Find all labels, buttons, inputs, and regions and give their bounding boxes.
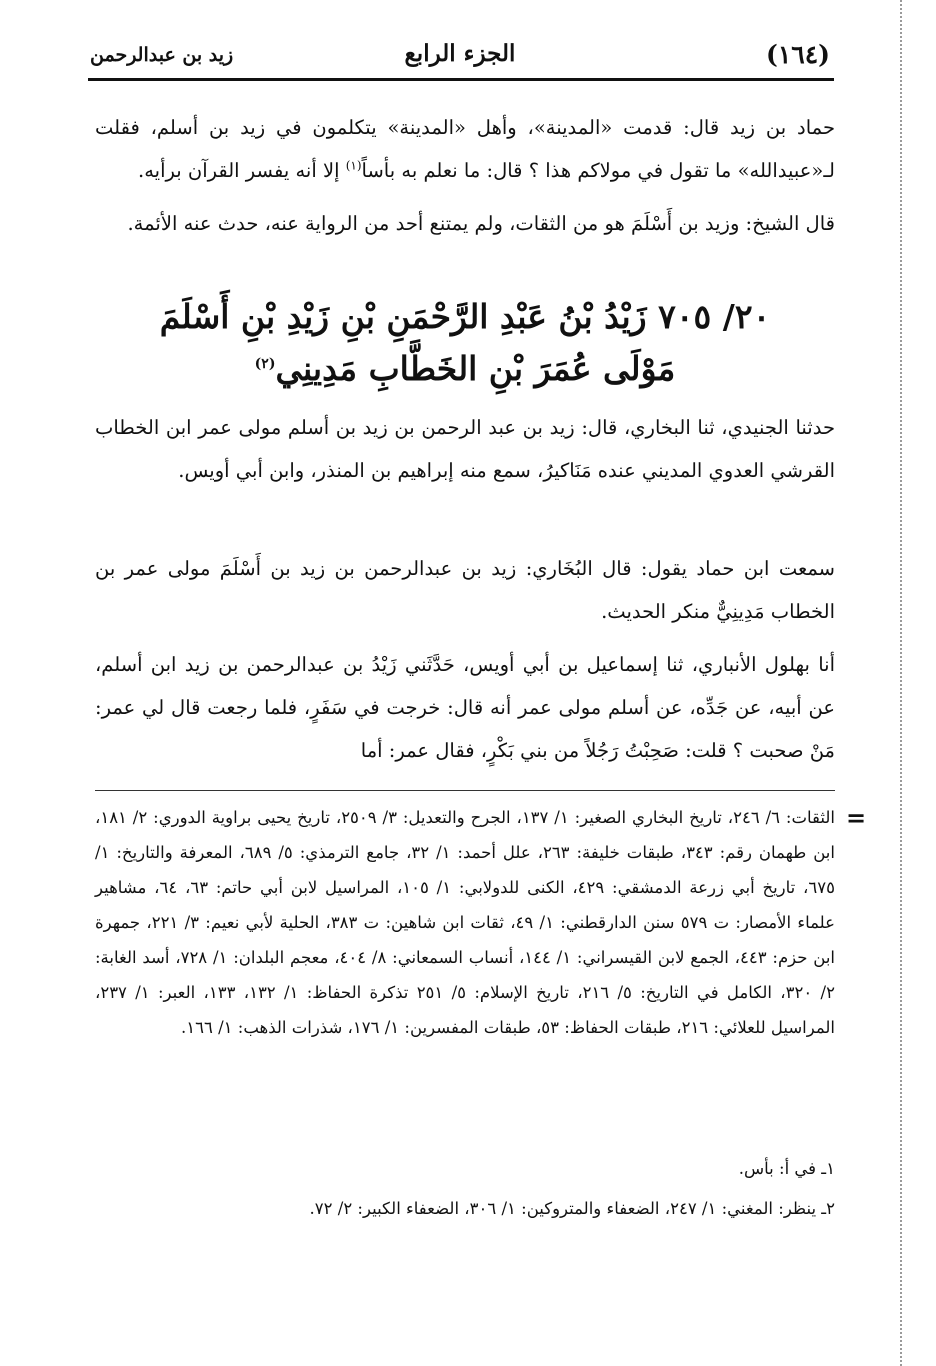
header-volume-title: الجزء الرابع xyxy=(404,40,516,67)
running-header xyxy=(90,36,830,76)
header-rule xyxy=(88,78,834,81)
paragraph-hammad xyxy=(95,106,835,192)
paragraph-junaidi: حدثنا الجنيدي، ثنا البخاري، قال: زيد بن عبد الرحمن بن زيد بن أسلم مولى عمر ابن الخطاب القرشي العدوي المديني عنده مَنَاكيرُ، سمع منه إبراهيم بن المنذر، وابن أبي أويس. xyxy=(95,416,835,482)
header-entry-name: زيد بن عبدالرحمن xyxy=(90,44,234,66)
page-number: (١٦٤) xyxy=(766,40,830,69)
footnote-ref-2: (٢) xyxy=(254,356,276,372)
footnote-continued-sources: الثقات: ٦/ ٢٤٦، تاريخ البخاري الصغير: ١/ ١٣٧، الجرح والتعديل: ٣/ ٢٥٠٩، تاريخ يحيى براوية الدوري: ٢/ ١٨١، ابن طهمان رقم: ٣٤٣، طبقات خليفة: ٢٦٣، علل أحمد: ١/ ٣٢، جامع الترمذي: ٥/ ٦٨٩، المعرفة والتاريخ: ١/ ٦٧٥، تاريخ أبي زرعة الدمشقي: ٤٢٩، الكنى للدولابي: ١/ ١٠٥، المراسيل لابن أبي حاتم: ٦٣، ٦٤، مشاهير علماء الأمصار: ت ٥٧٩ سنن الدارقطني: ١/ ٤٩، ثقات ابن شاهين: ت ٣٨٣، الحلية لأبي نعيم: ٣/ ٢٢١، جمهرة ابن حزم: ٤٤٣، الجمع لابن القيسراني: ١/ ١٤٤، أنساب السمعاني: ٨/ ٤٠٤، معجم البلدان: ١/ ٧٢٨، أسد الغابة: ٢/ ٣٢٠، الكامل في التاريخ: ٥/ ٢١٦، تاريخ الإسلام: ٥/ ٢٥١ تذكرة الحفاظ: ١/ ١٣٢، ١٣٣، العبر: ١/ ٢٣٧، المراسيل للعلائي: ٢١٦، طبقات الحفاظ: ٥٣، طبقات المفسرين: ١/ ١٧٦، شذرات الذهب: ١/ ١٦٦. xyxy=(95,808,835,1037)
paragraph-sheikh: قال الشيخ: وزيد بن أَسْلَمَ هو من الثقات، ولم يمتنع أحد من الرواية عنه، حدث عنه الأئمة. xyxy=(127,212,835,235)
footnote-ref-1: (١) xyxy=(345,158,362,173)
footnote-separator xyxy=(95,790,835,791)
entry-title-line-1: ٢٠/ ٧٠٥ زَيْدُ بْنُ عَبْدِ الرَّحْمَنِ بْنِ زَيْدِ بْنِ أَسْلَمَ xyxy=(159,297,771,336)
paragraph-hammad-end: إلا أنه يفسر القرآن برأيه. xyxy=(138,159,346,182)
entry-title-line-2-text: مَوْلَى عُمَرَ بْنِ الخَطَّابِ مَدِينِي xyxy=(275,349,676,388)
footnote-1: ١ـ في أ: بأس. xyxy=(738,1159,835,1178)
paragraph-hammad-text: حماد بن زيد قال: قدمت «المدينة»، وأهل «المدينة» يتكلمون في زيد بن أسلم، فقلت لـ«عبيدالله» ما تقول في مولاكم هذا ؟ قال: ما نعلم به بأساً xyxy=(95,116,835,182)
paragraph-bahlul: أنا بهلول الأنباري، ثنا إسماعيل بن أبي أويس، حَدَّثَني زَيْدُ بن عبدالرحمن بن زيد ابن أسلم، عن أبيه، عن جَدِّه، عن أسلم مولى عمر أنه قال: خرجت في سَفَرٍ، فلما رجعت قال لي عمر: مَنْ صحبت ؟ قلت: صَحِبْتُ رَجُلاً من بني بَكْرٍ، فقال عمر: أما xyxy=(95,653,835,762)
scan-edge-dotted-line xyxy=(900,0,902,1366)
entry-title-line-2 xyxy=(95,344,835,394)
footnote-continuation-marker: = xyxy=(846,803,867,832)
footnote-2: ٢ـ ينظر: المغني: ١/ ٢٤٧، الضعفاء والمتروكين: ١/ ٣٠٦، الضعفاء الكبير: ٢/ ٧٢. xyxy=(309,1199,835,1218)
paragraph-ibn-hammad: سمعت ابن حماد يقول: قال البُخَاري: زيد بن عبدالرحمن بن زيد بن أَسْلَمَ مولى عمر بن الخطاب مَدِينِيٌّ منكر الحديث. xyxy=(95,557,835,623)
